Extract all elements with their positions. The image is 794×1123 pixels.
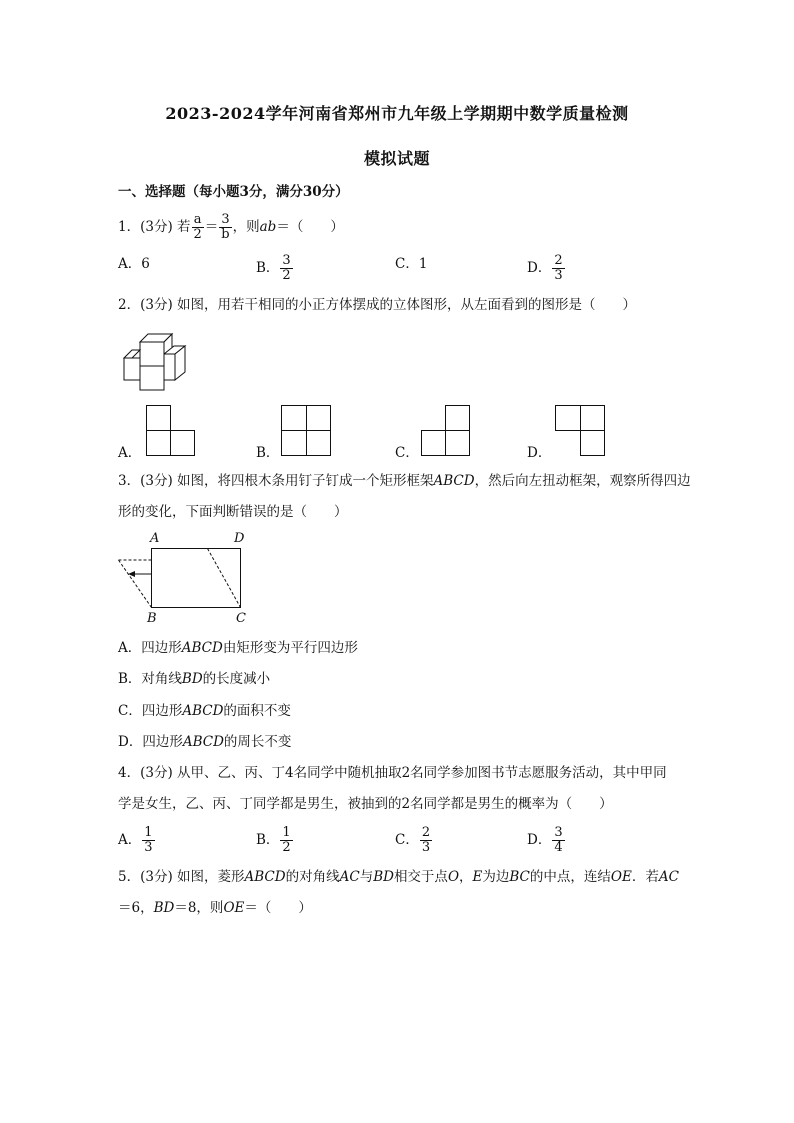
q3-text-tail: ，然后向左扭动框架，观察所得四边	[474, 473, 691, 489]
option-label: B．	[256, 832, 280, 848]
option-frac	[280, 826, 292, 855]
frac-num: 2	[421, 825, 431, 840]
frac-den: 2	[193, 227, 202, 242]
q5-var: OE	[223, 900, 245, 916]
q5-text: 的对角线	[285, 869, 340, 885]
question-4-line-2: 学是女生，乙、丙、丁同学都是男生，被抽到的2名同学都是男生的概率为（ ）	[118, 796, 613, 812]
option-label: A．	[118, 256, 142, 272]
frac-num: 3	[221, 212, 230, 227]
q5-text: 相交于点	[393, 869, 448, 885]
q2-cube-figure	[122, 330, 192, 390]
q5-text: ＝6，	[118, 900, 154, 916]
q1-frac-a-over-2	[192, 213, 204, 242]
question-3-line-2: 形的变化，下面判断错误的是（ ）	[118, 504, 348, 520]
option-pre: 对角线	[141, 671, 182, 687]
q5-var: AC	[658, 869, 679, 885]
q3-option-d[interactable]	[118, 732, 291, 752]
page-title: 2023-2024学年河南省郑州市九年级上学期期中数学质量检测	[165, 104, 629, 123]
q5-text: ，	[459, 869, 473, 885]
option-frac	[420, 826, 432, 855]
q1-prefix: 1．(3分) 若	[118, 219, 191, 235]
option-post: 的长度减小	[202, 671, 271, 687]
fig-label-c: C	[236, 611, 246, 626]
q1-var: ab	[259, 219, 277, 235]
option-frac	[142, 826, 154, 855]
option-label: D．	[527, 832, 552, 848]
frac-num: a	[193, 212, 202, 227]
fig-label-b: B	[147, 611, 157, 626]
q1-mid: ，则	[232, 219, 260, 235]
q3-option-a[interactable]	[118, 638, 358, 658]
option-label: C．	[395, 256, 419, 272]
frac-den: 3	[554, 268, 563, 283]
option-var: ABCD	[181, 640, 223, 656]
option-pre: 四边形	[141, 640, 182, 656]
q1-option-b[interactable]	[256, 254, 294, 283]
q2-option-c-figure[interactable]	[421, 405, 471, 456]
frac-num: 3	[554, 825, 563, 840]
q2-option-d-figure[interactable]	[555, 405, 606, 456]
question-5-line-2	[118, 898, 312, 918]
q5-text: ．若	[631, 869, 659, 885]
q3-option-b[interactable]	[118, 669, 270, 689]
q4-option-d[interactable]	[527, 826, 566, 855]
q3-option-c[interactable]	[118, 701, 291, 721]
q2-option-a-label[interactable]: A．	[118, 445, 142, 461]
option-label: B．	[256, 260, 280, 276]
option-label: A．	[118, 832, 142, 848]
q1-option-d[interactable]	[527, 254, 566, 283]
fig-label-a: A	[150, 531, 160, 546]
q5-text: 与	[359, 869, 374, 885]
q2-option-b-figure[interactable]	[281, 405, 332, 456]
option-post: 的周长不变	[223, 734, 292, 750]
q5-var: BC	[509, 869, 530, 885]
option-frac	[552, 826, 564, 855]
frac-den: 2	[282, 268, 291, 283]
q1-frac-3-over-b	[219, 213, 231, 242]
option-label: B．	[118, 671, 142, 687]
option-frac	[552, 254, 564, 283]
option-label: C．	[118, 703, 142, 719]
question-1	[118, 213, 344, 242]
q5-text: 为边	[482, 869, 510, 885]
q5-var: ABCD	[244, 869, 286, 885]
option-text: 6	[141, 256, 150, 272]
q4-option-b[interactable]	[256, 826, 294, 855]
q5-text: 的中点，连结	[529, 869, 611, 885]
q3-text: 3．(3分) 如图，将四根木条用钉子钉成一个矩形框架	[118, 473, 434, 489]
question-3-line-1	[118, 471, 691, 491]
question-5-line-1	[118, 867, 679, 887]
fig-label-d: D	[234, 531, 245, 546]
q3-rectangle-figure	[118, 548, 248, 610]
q5-var: BD	[373, 869, 394, 885]
q3-var-abcd: ABCD	[433, 473, 475, 489]
option-label: C．	[395, 832, 419, 848]
frac-den: 2	[282, 840, 291, 855]
option-label: D．	[527, 260, 552, 276]
option-label: A．	[118, 640, 142, 656]
q2-option-c-label[interactable]: C．	[395, 445, 419, 461]
option-var: ABCD	[182, 734, 224, 750]
q5-var: AC	[339, 869, 360, 885]
q2-option-b-label[interactable]: B．	[256, 445, 280, 461]
q4-option-a[interactable]	[118, 826, 156, 855]
q5-var: E	[472, 869, 483, 885]
frac-num: 3	[282, 253, 291, 268]
q5-text: 5．(3分) 如图，菱形	[118, 869, 245, 885]
frac-den: b	[221, 227, 230, 242]
option-pre: 四边形	[141, 703, 183, 719]
q5-text: ＝（ ）	[244, 900, 312, 916]
option-frac	[280, 254, 292, 283]
option-var: BD	[181, 671, 203, 687]
page-subtitle: 模拟试题	[363, 149, 430, 168]
option-var: ABCD	[182, 703, 224, 719]
option-text: 1	[418, 256, 428, 272]
frac-num: 2	[554, 253, 563, 268]
section-heading: 一、选择题（每小题3分，满分30分）	[118, 184, 349, 200]
q5-var: OE	[610, 869, 632, 885]
frac-num: 1	[282, 825, 291, 840]
question-2: 2．(3分) 如图，用若干相同的小正方体摆成的立体图形，从左面看到的图形是（ ）	[118, 297, 637, 313]
q1-eq: ＝	[204, 219, 219, 235]
q5-var: BD	[153, 900, 175, 916]
q1-option-c[interactable]	[395, 254, 427, 274]
frac-den: 4	[554, 840, 563, 855]
q2-option-d-label[interactable]: D．	[527, 445, 552, 461]
q2-option-a-figure[interactable]	[146, 405, 196, 456]
q5-text: ＝8，则	[174, 900, 224, 916]
q5-var: O	[447, 869, 460, 885]
frac-den: 3	[144, 840, 153, 855]
option-post: 由矩形变为平行四边形	[222, 640, 358, 656]
option-pre: 四边形	[142, 734, 183, 750]
option-post: 的面积不变	[223, 703, 291, 719]
question-4-line-1: 4．(3分) 从甲、乙、丙、丁4名同学中随机抽取2名同学参加图书节志愿服务活动，其中甲同	[118, 765, 667, 781]
q1-suffix: ＝（ ）	[276, 219, 344, 235]
q1-option-a[interactable]	[118, 254, 150, 274]
frac-den: 3	[421, 840, 431, 855]
q4-option-c[interactable]	[395, 826, 433, 855]
option-label: D．	[118, 734, 143, 750]
frac-num: 1	[144, 825, 153, 840]
